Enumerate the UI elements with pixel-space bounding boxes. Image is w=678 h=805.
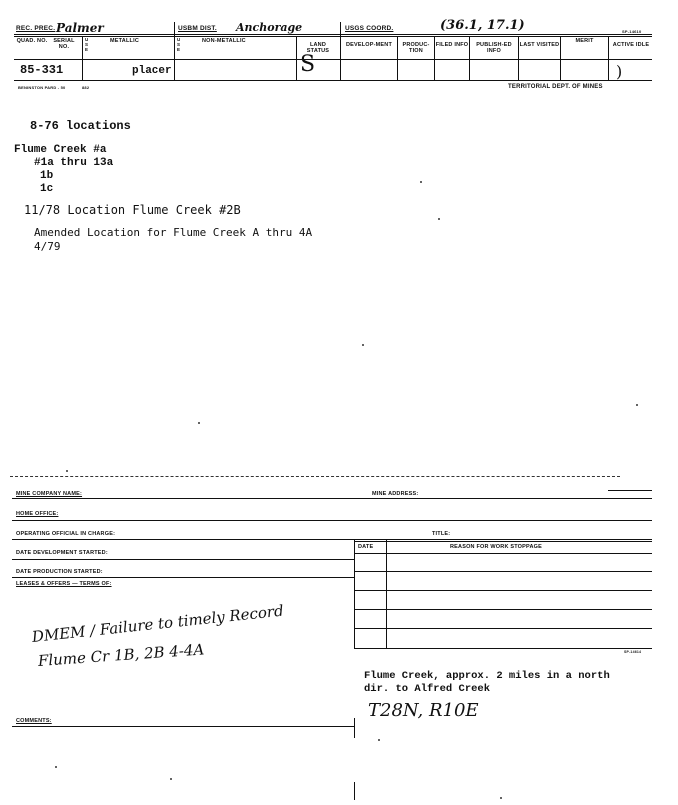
form-number: SP-14610 [622,29,642,34]
usbm-dist-value: Anchorage [236,21,303,34]
col-metallic: METALLIC [110,38,139,44]
note-line-2: Flume Creek #a [14,144,107,156]
col-use-a: U S E [85,37,89,52]
footer-left-code: 882 [82,85,90,90]
col-use-b: U S E [177,37,181,52]
rec-prec-label: REC. PREC. [16,25,56,32]
rec-prec-value: Palmer [56,21,104,35]
col-development: DEVELOP-MENT [345,42,393,48]
home-office-label: HOME OFFICE: [16,511,59,517]
mine-company-label: MINE COMPANY NAME: [16,491,83,497]
form-number-2: SP-14614 [624,650,642,654]
col-published-info: PUBLISH-ED INFO [476,42,512,54]
note-line-4: 1b [40,170,54,182]
usbm-dist-label: USBM DIST. [178,25,217,32]
note-line-7: Amended Location for Flume Creek A thru 4A [34,226,313,239]
metallic-value: placer [132,65,172,77]
footer-right: TERRITORIAL DEPT. OF MINES [508,84,603,90]
col-land-status: LAND STATUS [306,42,330,54]
col-non-metallic: NON-METALLIC [202,38,246,44]
note-line-5: 1c [40,183,54,195]
dev-started-label: DATE DEVELOPMENT STARTED: [16,550,108,556]
col-serial-no: SERIAL NO. [53,38,75,50]
col-production: PRODUC-TION [402,42,430,54]
col-merit: MERIT [575,38,594,44]
footer-left: BENINSTON PARD - 50 [18,85,66,90]
quad-serial-value: 85-331 [20,63,64,77]
prod-started-label: DATE PRODUCTION STARTED: [16,569,103,575]
handwritten-note-1: DMEM / Failure to timely Record [31,601,285,646]
active-idle-value: ) [616,62,623,81]
land-status-value: S [300,52,316,77]
usgs-coord-value: (36.1, 17.1) [440,18,525,33]
note-line-3: #1a thru 13a [34,157,114,169]
comments-label: COMMENTS: [16,718,52,724]
note-line-1: 8-76 locations [30,119,131,133]
operating-official-label: OPERATING OFFICIAL IN CHARGE: [16,531,116,537]
note-line-8: 4/79 [34,240,61,253]
location-line-2: dir. to Alfred Creek [364,683,491,695]
reason-label: REASON FOR WORK STOPPAGE [450,544,542,550]
col-active-idle: ACTIVE IDLE [612,42,650,48]
usgs-coord-label: USGS COORD. [345,25,394,32]
township: T28N, R10E [368,700,479,721]
col-quad-no: QUAD. NO. [16,38,48,44]
title-label: TITLE: [432,531,451,537]
note-line-6: 11/78 Location Flume Creek #2B [24,203,241,217]
location-line-1: Flume Creek, approx. 2 miles in a north [364,670,610,682]
mine-address-label: MINE ADDRESS: [372,491,419,497]
date-label: DATE [358,544,374,550]
col-filed-info: FILED INFO [435,42,469,48]
handwritten-note-2: Flume Cr 1B, 2B 4-4A [37,640,205,670]
leases-label: LEASES & OFFERS — TERMS OF: [16,581,112,587]
col-last-visited: LAST VISITED [519,42,560,48]
